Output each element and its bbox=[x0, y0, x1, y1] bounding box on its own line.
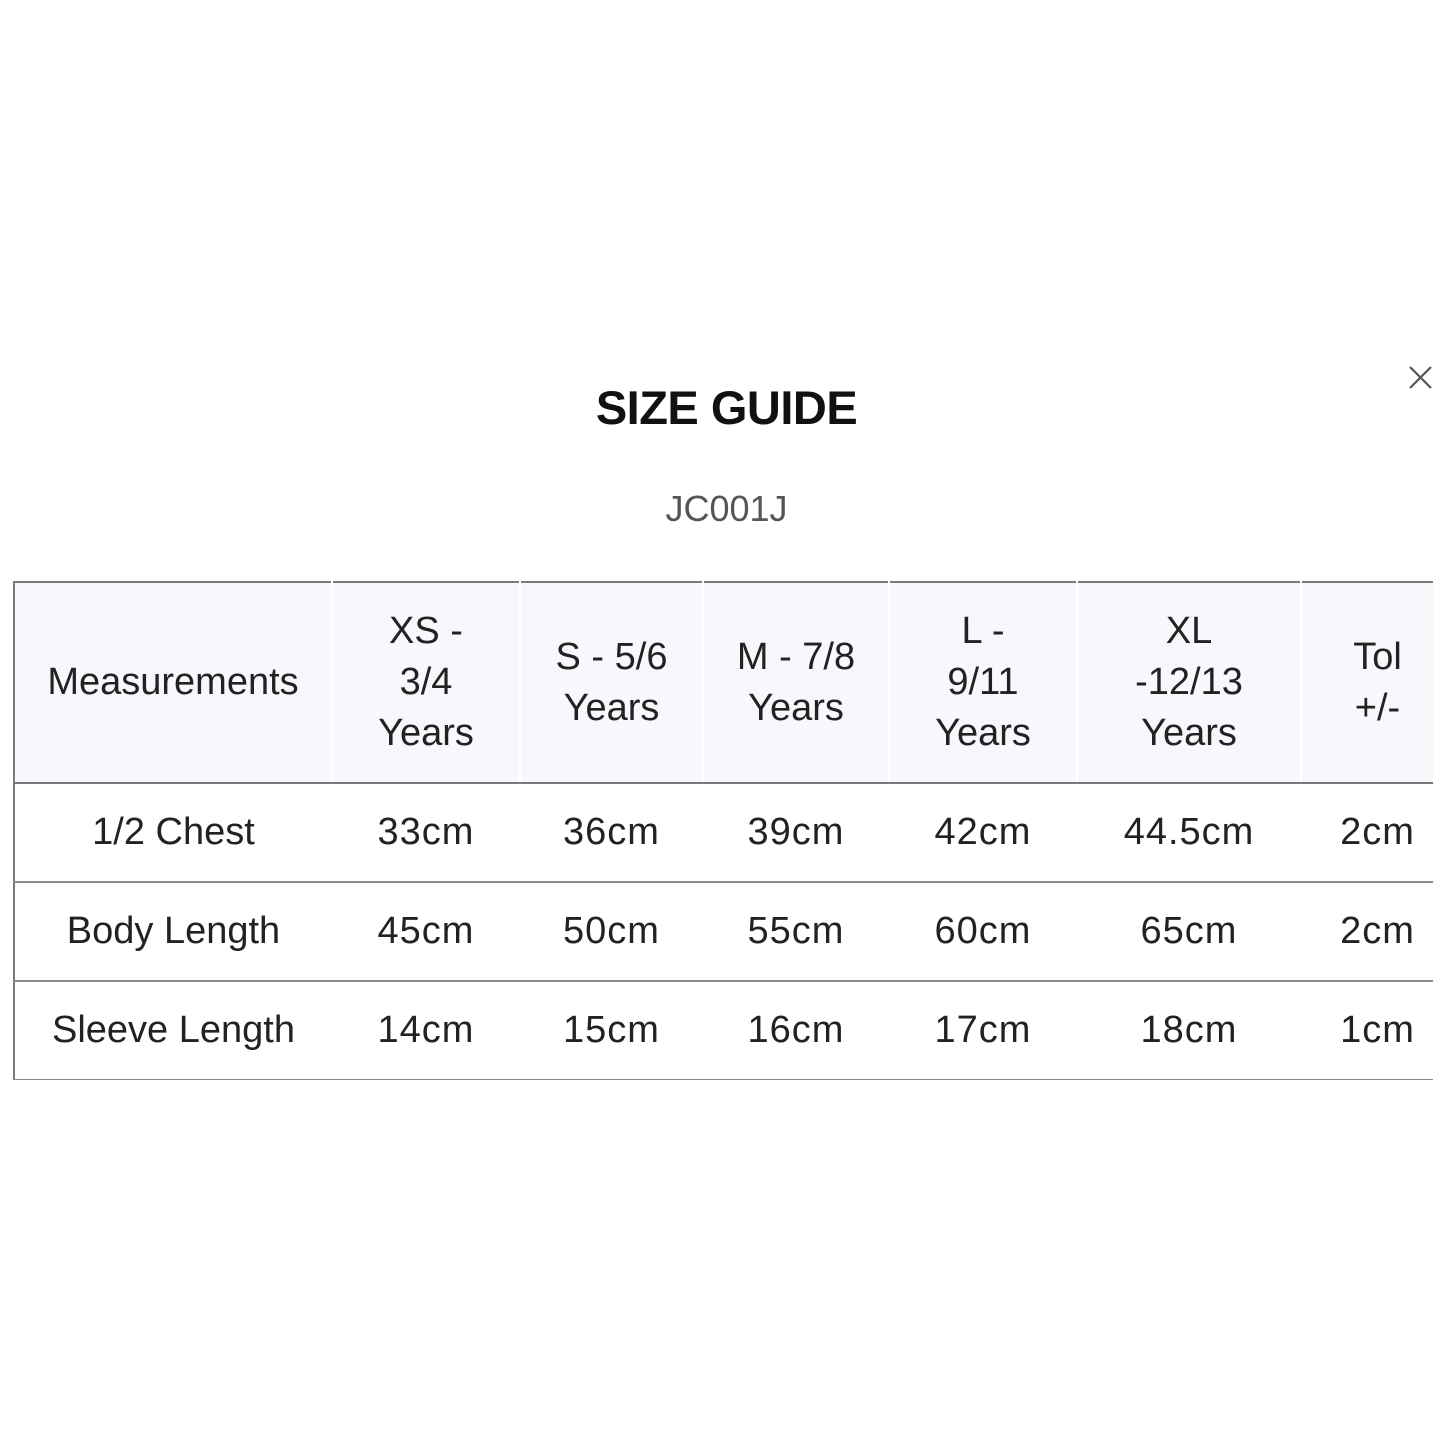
table-cell: 17cm bbox=[889, 981, 1077, 1080]
row-label-sleeve-length: Sleeve Length bbox=[14, 981, 332, 1080]
size-table bbox=[13, 581, 1433, 1080]
table-cell: 16cm bbox=[703, 981, 889, 1080]
table-cell: 55cm bbox=[703, 882, 889, 981]
modal-title: SIZE GUIDE bbox=[595, 381, 858, 434]
table-cell: 33cm bbox=[332, 783, 520, 882]
header-tolerance: Tol +/- bbox=[1301, 582, 1433, 783]
table-cell: 36cm bbox=[520, 783, 703, 882]
header-m: M - 7/8 Years bbox=[703, 582, 889, 783]
header-l: L - 9/11 Years bbox=[889, 582, 1077, 783]
row-label-chest: 1/2 Chest bbox=[14, 783, 332, 882]
table-row bbox=[14, 882, 1433, 981]
table-cell: 1cm bbox=[1301, 981, 1433, 1080]
table-row bbox=[14, 783, 1433, 882]
table-cell: 65cm bbox=[1077, 882, 1301, 981]
row-label-body-length: Body Length bbox=[14, 882, 332, 981]
size-table-container bbox=[13, 581, 1433, 1080]
table-cell: 2cm bbox=[1301, 783, 1433, 882]
table-cell: 2cm bbox=[1301, 882, 1433, 981]
table-cell: 45cm bbox=[332, 882, 520, 981]
table-cell: 44.5cm bbox=[1077, 783, 1301, 882]
header-xl: XL -12/13 Years bbox=[1077, 582, 1301, 783]
header-s: S - 5/6 Years bbox=[520, 582, 703, 783]
table-row bbox=[14, 981, 1433, 1080]
header-xs: XS - 3/4 Years bbox=[332, 582, 520, 783]
header-measurements: Measurements bbox=[14, 582, 332, 783]
table-cell: 60cm bbox=[889, 882, 1077, 981]
product-code: JC001J bbox=[665, 488, 788, 529]
table-cell: 15cm bbox=[520, 981, 703, 1080]
table-cell: 50cm bbox=[520, 882, 703, 981]
table-header-row bbox=[14, 582, 1433, 783]
table-cell: 39cm bbox=[703, 783, 889, 882]
table-cell: 18cm bbox=[1077, 981, 1301, 1080]
table-cell: 42cm bbox=[889, 783, 1077, 882]
table-cell: 14cm bbox=[332, 981, 520, 1080]
